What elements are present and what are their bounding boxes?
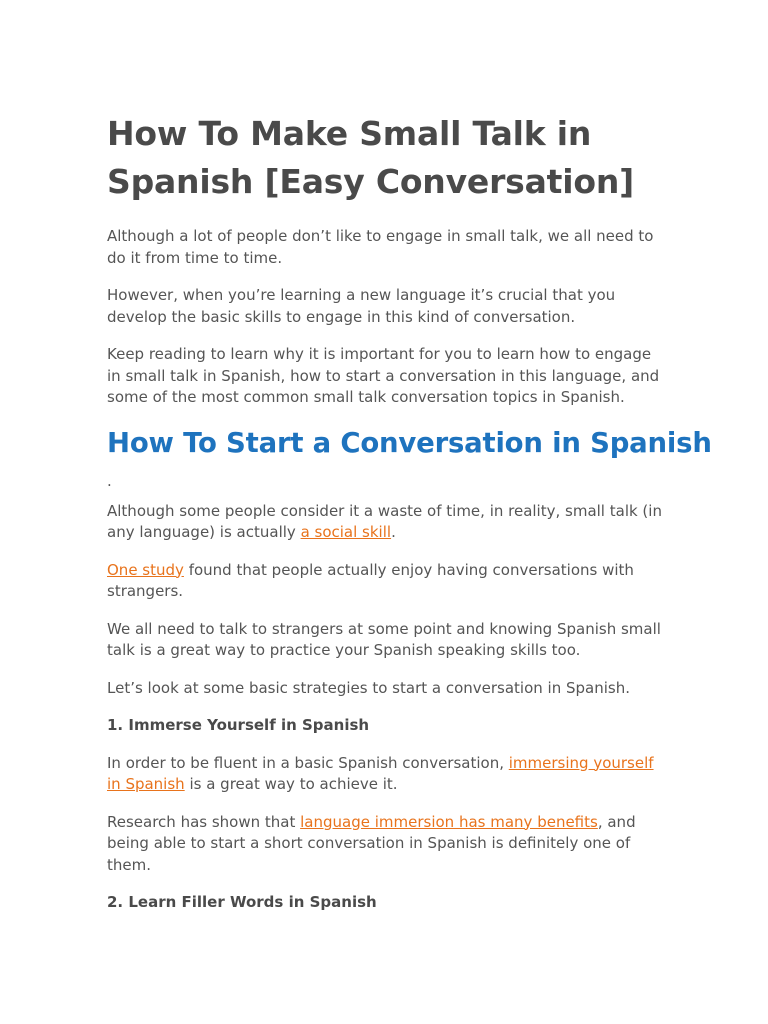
research-text-before: Research has shown that — [107, 812, 301, 831]
subheading-immerse: 1. Immerse Yourself in Spanish — [107, 716, 370, 734]
strangers-paragraph: We all need to talk to strangers at some point and knowing Spanish small talk is a great way to practice your Spanish speaking skills too. — [107, 619, 661, 659]
social-skill-text-before: Although some people consider it a waste of time, in reality, small talk (in any language) is actually — [107, 501, 662, 541]
immerse-text-after: is a great way to achieve it. — [184, 775, 398, 793]
social-skill-paragraph — [107, 501, 667, 544]
immersing-yourself-link[interactable]: immersing yourself in Spanish — [107, 753, 654, 793]
immerse-text-before: In order to be fluent in a basic Spanish conversation, — [107, 753, 509, 772]
strategies-paragraph: Let’s look at some basic strategies to start a conversation in Spanish. — [107, 678, 630, 697]
separator-dot: . — [107, 471, 112, 490]
section-heading: How To Start a Conversation in Spanish — [107, 426, 712, 459]
research-paragraph — [107, 812, 667, 877]
research-text-after: , and being able to start a short conversation in Spanish is definitely one of them. — [107, 812, 636, 874]
social-skill-text-after: . — [391, 523, 396, 541]
social-skill-link[interactable]: a social skill — [300, 523, 392, 541]
intro-paragraph-2: However, when you’re learning a new language it’s crucial that you develop the basic skills to engage in this kind of conversation. — [107, 286, 616, 326]
article — [107, 110, 712, 914]
intro-paragraph-1: Although a lot of people don’t like to engage in small talk, we all need to do it from time to time. — [107, 227, 654, 267]
immerse-paragraph — [107, 753, 667, 796]
one-study-link[interactable]: One study — [107, 560, 184, 579]
language-immersion-link[interactable]: language immersion has many benefits — [300, 812, 598, 831]
intro-paragraph-3: Keep reading to learn why it is important for you to learn how to engage in small talk in Spanish, how to start a conversation in this language, and some of the most common small talk conversation topics in Spanish. — [107, 345, 660, 406]
subheading-filler-words: 2. Learn Filler Words in Spanish — [107, 893, 377, 911]
study-paragraph — [107, 560, 667, 603]
study-text-after: found that people actually enjoy having conversations with strangers. — [107, 560, 634, 600]
article-title: How To Make Small Talk in Spanish [Easy Conversation] — [107, 114, 635, 201]
